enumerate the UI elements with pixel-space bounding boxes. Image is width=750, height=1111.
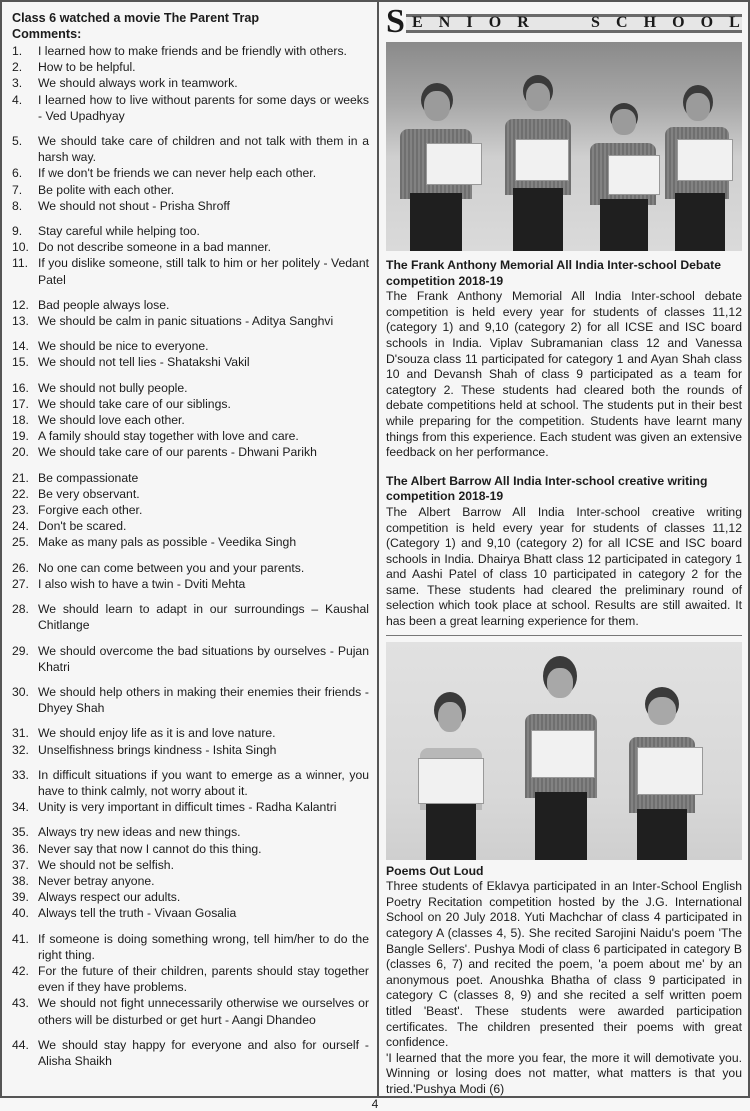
- comment-text: We should take care of children and not talk with them in a harsh way.: [38, 134, 369, 165]
- debate-students-photo: [386, 42, 742, 251]
- comments-list: [12, 43, 369, 1069]
- banner-letter: H: [643, 14, 657, 31]
- comment-number: 24.: [12, 519, 29, 534]
- comment-number: 5.: [12, 134, 23, 149]
- comment-number: 28.: [12, 602, 29, 617]
- comment-text: We should love each other.: [38, 413, 185, 428]
- comment-item: [12, 428, 369, 444]
- comment-number: 20.: [12, 445, 29, 460]
- poems-student-quote: 'I learned that the more you fear, the more it will demotivate you. Winning or losing does not matter, what matters is that you tried.'Pushya Modi (6): [386, 1050, 742, 1096]
- comment-text: We should not be selfish.: [38, 857, 174, 872]
- student-figure: [501, 73, 576, 251]
- comment-number: 8.: [12, 198, 23, 213]
- debate-section-title: The Frank Anthony Memorial All India Inter-school Debate competition 2018-19: [386, 258, 721, 288]
- banner-letter: R: [517, 14, 529, 31]
- comment-text: Never say that now I cannot do this thing.: [38, 841, 262, 856]
- comment-number: 27.: [12, 576, 29, 591]
- comment-number: 9.: [12, 224, 23, 239]
- student-figure: [621, 685, 706, 860]
- banner-initial: S: [386, 3, 405, 40]
- comment-number: 4.: [12, 92, 23, 107]
- debate-section-body: The Frank Anthony Memorial All India Inter-school debate competition is held every year for students of classes 11,12 (category 1) and 9,10 (category 2) for all ICSE and ISC board schools in India. Viplav Subramanian class 12 and Vanessa D'souza class 11 participated for category 1 and Ayan Shah class 10 and Devansh Shah of class 9 participated as a team for categtory 2. These students had cleared both the rounds of debate competitions held at school. The students put in their best while preparing for the competition. Students have learnt many things from this experience. Each student was given an extensive feedback on her performance.: [386, 289, 742, 460]
- comment-item: [12, 534, 369, 550]
- comment-text: We should take care of our parents - Dhwani Parikh: [38, 445, 317, 460]
- banner-letters: [412, 13, 740, 33]
- comment-text: Be compassionate: [38, 470, 139, 485]
- poems-section-body: Three students of Eklavya participated in an Inter-School English Poetry Recitation competition hosted by the J.G. International School on 20 July 2018. Yuti Machchar of class 4 participated in category A (classes 4, 5). She recited Sarojini Naidu's poem 'The Bangle Sellers'. Pushya Modi of class 6 participated in category B (classes 6, 7) and recited the poem, 'a poem about me' by an anonymous poet. Anoushka Bhatha of class 9 participated in category C (classes 8, 9) and she recited a self written poem titled 'Beast'. These students were awarded participation certificates. The children presented their poems with great confidence.: [386, 879, 742, 1050]
- comment-item: [12, 255, 369, 287]
- comment-number: 29.: [12, 643, 29, 658]
- comment-text: I learned how to make friends and be friendly with others.: [38, 44, 347, 58]
- comment-item: [12, 560, 369, 576]
- comment-text: Unselfishness brings kindness - Ishita Singh: [38, 742, 277, 757]
- banner-letter: N: [438, 14, 451, 31]
- comment-item: [12, 873, 369, 889]
- comment-text: Be very observant.: [38, 486, 140, 501]
- comment-number: 7.: [12, 182, 23, 197]
- poetry-students-photo: [386, 642, 742, 860]
- comment-item: [12, 165, 369, 181]
- comment-item: [12, 396, 369, 412]
- comment-item: [12, 857, 369, 873]
- right-column: [386, 3, 742, 1098]
- left-column: [12, 10, 369, 1069]
- student-figure: [396, 81, 476, 251]
- comment-item: [12, 59, 369, 75]
- comment-text: In difficult situations if you want to emerge as a winner, you have to think calmly, not worry about it.: [38, 767, 369, 798]
- comment-number: 30.: [12, 684, 29, 699]
- comment-number: 23.: [12, 503, 29, 518]
- comment-text: Always try new ideas and new things.: [38, 825, 241, 840]
- comment-number: 41.: [12, 931, 29, 946]
- comment-item: [12, 239, 369, 255]
- comment-text: We should take care of our siblings.: [38, 396, 231, 411]
- comment-text: A family should stay together with love and care.: [38, 429, 299, 444]
- comment-number: 35.: [12, 825, 29, 840]
- banner-letter: C: [615, 14, 628, 31]
- comment-text: Always tell the truth - Vivaan Gosalia: [38, 906, 237, 921]
- comment-number: 13.: [12, 314, 29, 329]
- comment-text: Stay careful while helping too.: [38, 224, 200, 239]
- comment-number: 15.: [12, 355, 29, 370]
- comments-label: Comments:: [12, 27, 82, 41]
- comment-number: 42.: [12, 963, 29, 978]
- comment-number: 11.: [12, 256, 29, 271]
- student-figure: [521, 654, 601, 860]
- comment-number: 17.: [12, 396, 29, 411]
- comment-item: [12, 576, 369, 592]
- comment-text: For the future of their children, parents should stay together even if they have problems.: [38, 963, 369, 995]
- comment-text: We should not fight unnecessarily otherwise we ourselves or others will be disturbed or get hurt - Aangi Dhandeo: [38, 996, 369, 1027]
- comment-item: [12, 470, 369, 486]
- comment-item: [12, 889, 369, 905]
- comment-item: [12, 486, 369, 502]
- page-number: 4: [371, 1097, 379, 1111]
- comment-item: [12, 198, 369, 214]
- comment-text: Forgive each other.: [38, 503, 143, 518]
- writing-section-title: The Albert Barrow All India Inter-school creative writing competition 2018-19: [386, 473, 708, 504]
- column-divider: [377, 2, 379, 1098]
- comment-number: 43.: [12, 996, 29, 1011]
- comment-item: [12, 223, 369, 239]
- movie-comments-title: Class 6 watched a movie The Parent Trap: [12, 11, 260, 25]
- comment-item: [12, 931, 369, 963]
- student-figure: [661, 83, 737, 251]
- comment-number: 1.: [12, 44, 23, 58]
- comment-item: [12, 742, 369, 758]
- comment-item: [12, 643, 369, 675]
- comment-item: [12, 313, 369, 329]
- banner-letter: O: [672, 14, 685, 31]
- comment-item: [12, 963, 369, 995]
- comment-item: [12, 502, 369, 518]
- comment-text: We should always work in teamwork.: [38, 76, 238, 91]
- comment-text: If someone is doing something wrong, tell him/her to do the right thing.: [38, 931, 369, 962]
- comment-number: 22.: [12, 486, 29, 501]
- comment-number: 3.: [12, 76, 23, 91]
- comment-number: 37.: [12, 857, 29, 872]
- comment-text: How to be helpful.: [38, 60, 136, 75]
- comment-number: 10.: [12, 240, 29, 255]
- comment-item: [12, 43, 369, 59]
- comment-item: [12, 338, 369, 354]
- comment-item: [12, 601, 369, 633]
- comment-number: 44.: [12, 1037, 29, 1052]
- comment-text: We should learn to adapt in our surroundings – Kaushal Chitlange: [38, 602, 369, 633]
- comment-number: 36.: [12, 841, 29, 856]
- comment-text: We should not bully people.: [38, 380, 188, 395]
- comment-item: [12, 905, 369, 921]
- comment-item: [12, 824, 369, 840]
- comment-text: If we don't be friends we can never help each other.: [38, 166, 317, 181]
- comment-text: We should be calm in panic situations - Aditya Sanghvi: [38, 314, 334, 329]
- comment-item: [12, 518, 369, 534]
- comment-item: [12, 354, 369, 370]
- comment-number: 19.: [12, 429, 29, 444]
- comment-text: Never betray anyone.: [38, 873, 155, 888]
- comment-item: [12, 182, 369, 198]
- comment-text: We should stay happy for everyone and also for ourself - Alisha Shaikh: [38, 1037, 369, 1068]
- comment-item: [12, 444, 369, 460]
- comment-text: Always respect our adults.: [38, 890, 181, 905]
- comment-item: [12, 297, 369, 313]
- comment-item: [12, 92, 369, 124]
- comment-number: 34.: [12, 800, 29, 815]
- comment-text: Unity is very important in difficult times - Radha Kalantri: [38, 800, 337, 815]
- comment-text: I learned how to live without parents for some days or weeks - Ved Upadhyay: [38, 92, 369, 123]
- comment-number: 16.: [12, 380, 29, 395]
- banner-letter: S: [590, 14, 600, 31]
- section-divider: [386, 635, 742, 636]
- comment-text: We should help others in making their enemies their friends - Dhyey Shah: [38, 684, 369, 716]
- comment-item: [12, 412, 369, 428]
- comment-item: [12, 841, 369, 857]
- comment-number: 6.: [12, 166, 23, 181]
- comment-item: [12, 799, 369, 815]
- banner-letter: I: [466, 14, 473, 31]
- comment-text: Be polite with each other.: [38, 182, 175, 197]
- comment-item: [12, 133, 369, 165]
- banner-letter: L: [729, 14, 740, 31]
- student-figure: [586, 101, 661, 251]
- comment-number: 18.: [12, 413, 29, 428]
- comment-text: No one can come between you and your parents.: [38, 560, 305, 575]
- banner-letter: E: [412, 14, 423, 31]
- comment-item: [12, 995, 369, 1027]
- comment-item: [12, 767, 369, 799]
- student-figure: [416, 690, 486, 860]
- comment-number: 2.: [12, 60, 23, 75]
- comment-item: [12, 1037, 369, 1069]
- comment-number: 14.: [12, 339, 29, 354]
- comment-item: [12, 725, 369, 741]
- comment-number: 12.: [12, 297, 29, 312]
- comment-text: I also wish to have a twin - Dviti Mehta: [38, 576, 246, 591]
- comment-item: [12, 75, 369, 91]
- comment-number: 25.: [12, 535, 29, 550]
- comment-text: We should not shout - Prisha Shroff: [38, 198, 230, 213]
- comment-text: We should overcome the bad situations by ourselves - Pujan Khatri: [38, 643, 369, 674]
- comment-text: If you dislike someone, still talk to him or her politely - Vedant Patel: [38, 256, 369, 287]
- comment-text: We should be nice to everyone.: [38, 339, 209, 354]
- banner-letter: [545, 13, 575, 33]
- comment-number: 21.: [12, 470, 29, 485]
- comment-text: Make as many pals as possible - Veedika Singh: [38, 535, 297, 550]
- comment-text: Do not describe someone in a bad manner.: [38, 240, 272, 255]
- comment-number: 33.: [12, 767, 29, 782]
- comment-text: We should not tell lies - Shatakshi Vakil: [38, 355, 250, 370]
- comment-number: 40.: [12, 906, 29, 921]
- comment-text: Don't be scared.: [38, 519, 127, 534]
- comment-number: 26.: [12, 560, 29, 575]
- comment-number: 38.: [12, 873, 29, 888]
- banner-letter: O: [488, 14, 502, 31]
- poems-section-title: Poems Out Loud: [386, 863, 484, 878]
- banner-letter: O: [700, 14, 714, 31]
- comment-item: [12, 684, 369, 716]
- comment-item: [12, 380, 369, 396]
- comment-number: 32.: [12, 742, 29, 757]
- writing-section-body: The Albert Barrow All India Inter-school creative writing competition is held every year for students of classes 11,12 (Category 1) and 9,10 (category 2) for all ICSE and ISC board schools in India. Dhairya Bhatt class 12 participated in category 1 and Aashi Patel of class 10 participated in category 2 for the same. These students had cleared the preliminary round of selection which took place at school. Results are still awaited. It has been a great learning experience for them.: [386, 504, 742, 629]
- comment-text: Bad people always lose.: [38, 297, 170, 312]
- comment-number: 39.: [12, 890, 29, 905]
- senior-school-banner: [386, 3, 742, 40]
- comment-text: We should enjoy life as it is and love nature.: [38, 726, 276, 741]
- comment-number: 31.: [12, 726, 29, 741]
